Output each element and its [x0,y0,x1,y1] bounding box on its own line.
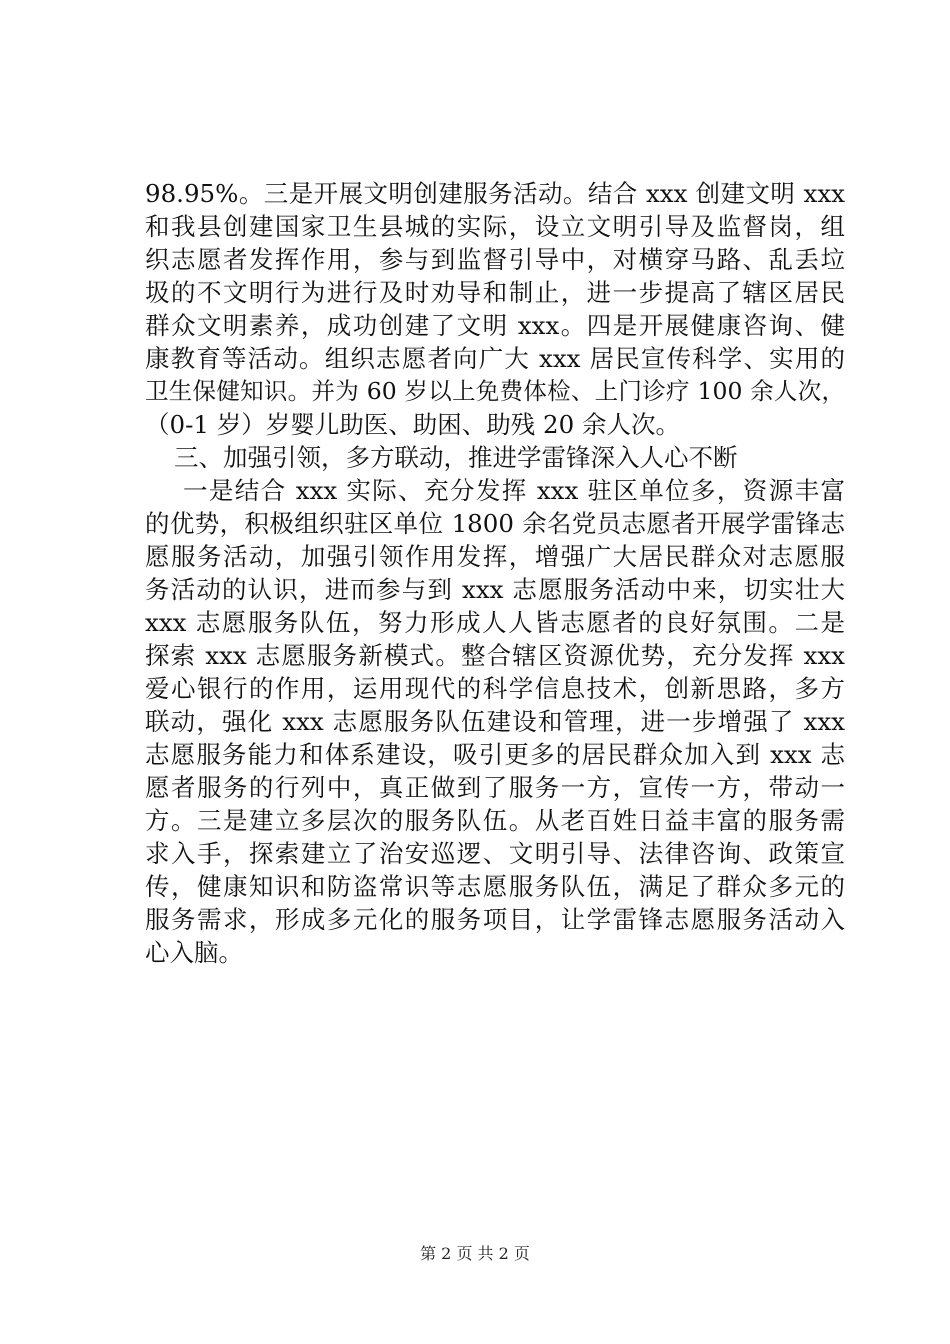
paragraph-1-line-7: 卫生保健知识。并为 60 岁以上免费体检、上门诊疗 100 余人次， [145,377,845,405]
paragraph-3-line-5: xxx 志愿服务队伍，努力形成人人皆志愿者的良好氛围。二是 [145,608,845,637]
page-number-footer: 第 2 页 共 2 页 [420,1244,530,1263]
paragraph-3-line-1: 一是结合 xxx 实际、充分发挥 xxx 驻区单位多，资源丰富 [183,476,845,505]
paragraph-1-line-1: 98.95%。三是开展文明创建服务活动。结合 xxx 创建文明 xxx [145,179,845,208]
paragraph-1-line-2: 和我县创建国家卫生县城的实际，设立文明引导及监督岗，组 [145,212,845,241]
paragraph-1-line-4: 圾的不文明行为进行及时劝导和制止，进一步提高了辖区居民 [145,278,845,307]
paragraph-3-line-10: 愿者服务的行列中，真正做到了服务一方，宣传一方，带动一 [145,773,845,802]
paragraph-3-line-13: 传，健康知识和防盗常识等志愿服务队伍，满足了群众多元的 [145,872,845,901]
paragraph-3-line-9: 志愿服务能力和体系建设，吸引更多的居民群众加入到 xxx 志 [145,740,845,769]
paragraph-3-line-14: 服务需求，形成多元化的服务项目，让学雷锋志愿服务活动入 [145,905,845,934]
paragraph-1-line-6: 康教育等活动。组织志愿者向广大 xxx 居民宣传科学、实用的 [145,344,845,373]
paragraph-3-line-8: 联动，强化 xxx 志愿服务队伍建设和管理，进一步增强了 xxx [145,707,845,736]
paragraph-3-line-11: 方。三是建立多层次的服务队伍。从老百姓日益丰富的服务需 [145,806,845,835]
paragraph-3-line-2: 的优势，积极组织驻区单位 1800 余名党员志愿者开展学雷锋志 [145,509,845,538]
paragraph-1-line-3: 织志愿者发挥作用，参与到监督引导中，对横穿马路、乱丢垃 [145,245,845,274]
paragraph-3-line-15: 心入脑。 [145,938,243,967]
paragraph-3-line-6: 探索 xxx 志愿服务新模式。整合辖区资源优势，充分发挥 xxx [145,641,845,670]
paragraph-1-line-5: 群众文明素养，成功创建了文明 xxx。四是开展健康咨询、健 [145,311,845,340]
paragraph-3-line-4: 务活动的认识，进而参与到 xxx 志愿服务活动中来，切实壮大 [145,575,845,604]
paragraph-3-line-7: 爱心银行的作用，运用现代的科学信息技术，创新思路，多方 [145,674,845,703]
paragraph-3-line-3: 愿服务活动，加强引领作用发挥，增强广大居民群众对志愿服 [145,542,845,571]
paragraph-1-line-8: （0-1 岁）岁婴儿助医、助困、助残 20 余人次。 [145,410,680,439]
paragraph-3-line-12: 求入手，探索建立了治安巡逻、文明引导、法律咨询、政策宣 [145,839,845,868]
section-heading: 三、加强引领，多方联动，推进学雷锋深入人心不断 [174,443,738,472]
